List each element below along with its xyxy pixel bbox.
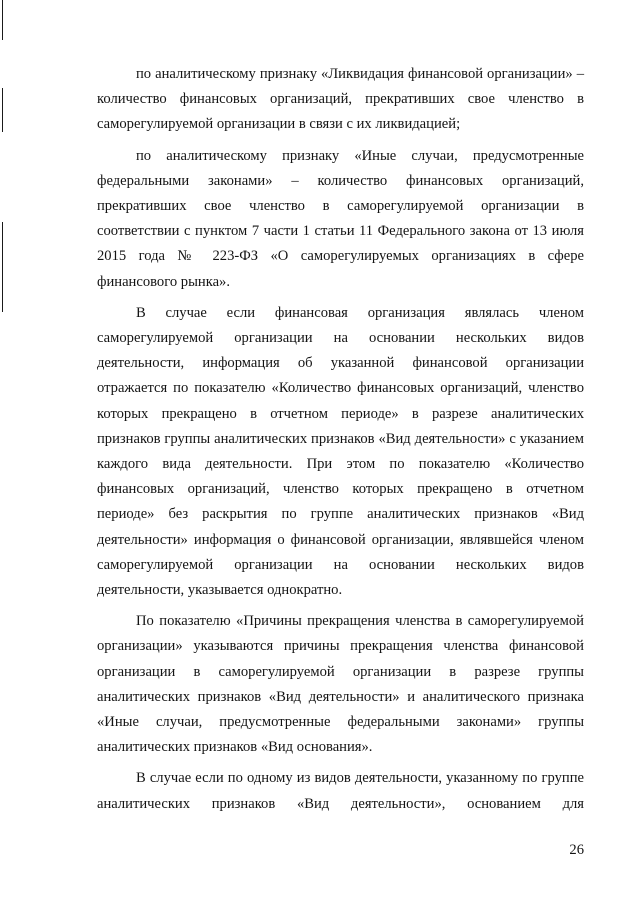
margin-mark-top xyxy=(2,0,3,40)
paragraph-multiple-activities: В случае если финансовая организация являлась членом саморегулируемой организации на основании нескольких видов деятельности, информация об указанной финансовой организации отражается по показателю «Количество финансовых организаций, членство которых прекращено в отчетном периоде» в разрезе аналитических признаков группы аналитических признаков «Вид деятельности» с указанием каждого вида деятельности. При этом по показателю «Количество финансовых организаций, членство которых прекращено в отчетном периоде» без раскрытия по группе аналитических признаков «Вид деятельности» информация о финансовой организации, являвшейся членом саморегулируемой организации на основании нескольких видов деятельности, указывается однократно. xyxy=(97,304,584,599)
paragraph-single-activity: В случае если по одному из видов деятельности, указанному по группе аналитических признаков «Вид деятельности», основанием для xyxy=(97,770,584,812)
paragraph-termination-reasons: По показателю «Причины прекращения членства в саморегулируемой организации» указываются причины прекращения членства финансовой организации в саморегулируемой организации в разрезе группы аналитических признаков «Вид деятельности» и аналитического признака «Иные случаи, предусмотренные федеральными законами» группы аналитических признаков «Вид основания». xyxy=(97,613,584,756)
margin-mark-lower xyxy=(2,222,3,312)
paragraph-other-cases: по аналитическому признаку «Иные случаи, предусмотренные федеральными законами» – количество финансовых организаций, прекративших свое членство в саморегулируемой организации в соответствии с пунктом 7 части 1 статьи 11 Федерального закона от 13 июля 2015 года № 223-ФЗ «О саморегулируемых организациях в сфере финансового рынка». xyxy=(97,147,584,290)
margin-mark-middle xyxy=(2,88,3,132)
page-number: 26 xyxy=(569,842,584,858)
paragraph-liquidation: по аналитическому признаку «Ликвидация финансовой организации» – количество финансовых организаций, прекративших свое членство в саморегулируемой организации в связи с их ликвидацией; xyxy=(97,66,584,133)
document-body xyxy=(97,62,584,823)
